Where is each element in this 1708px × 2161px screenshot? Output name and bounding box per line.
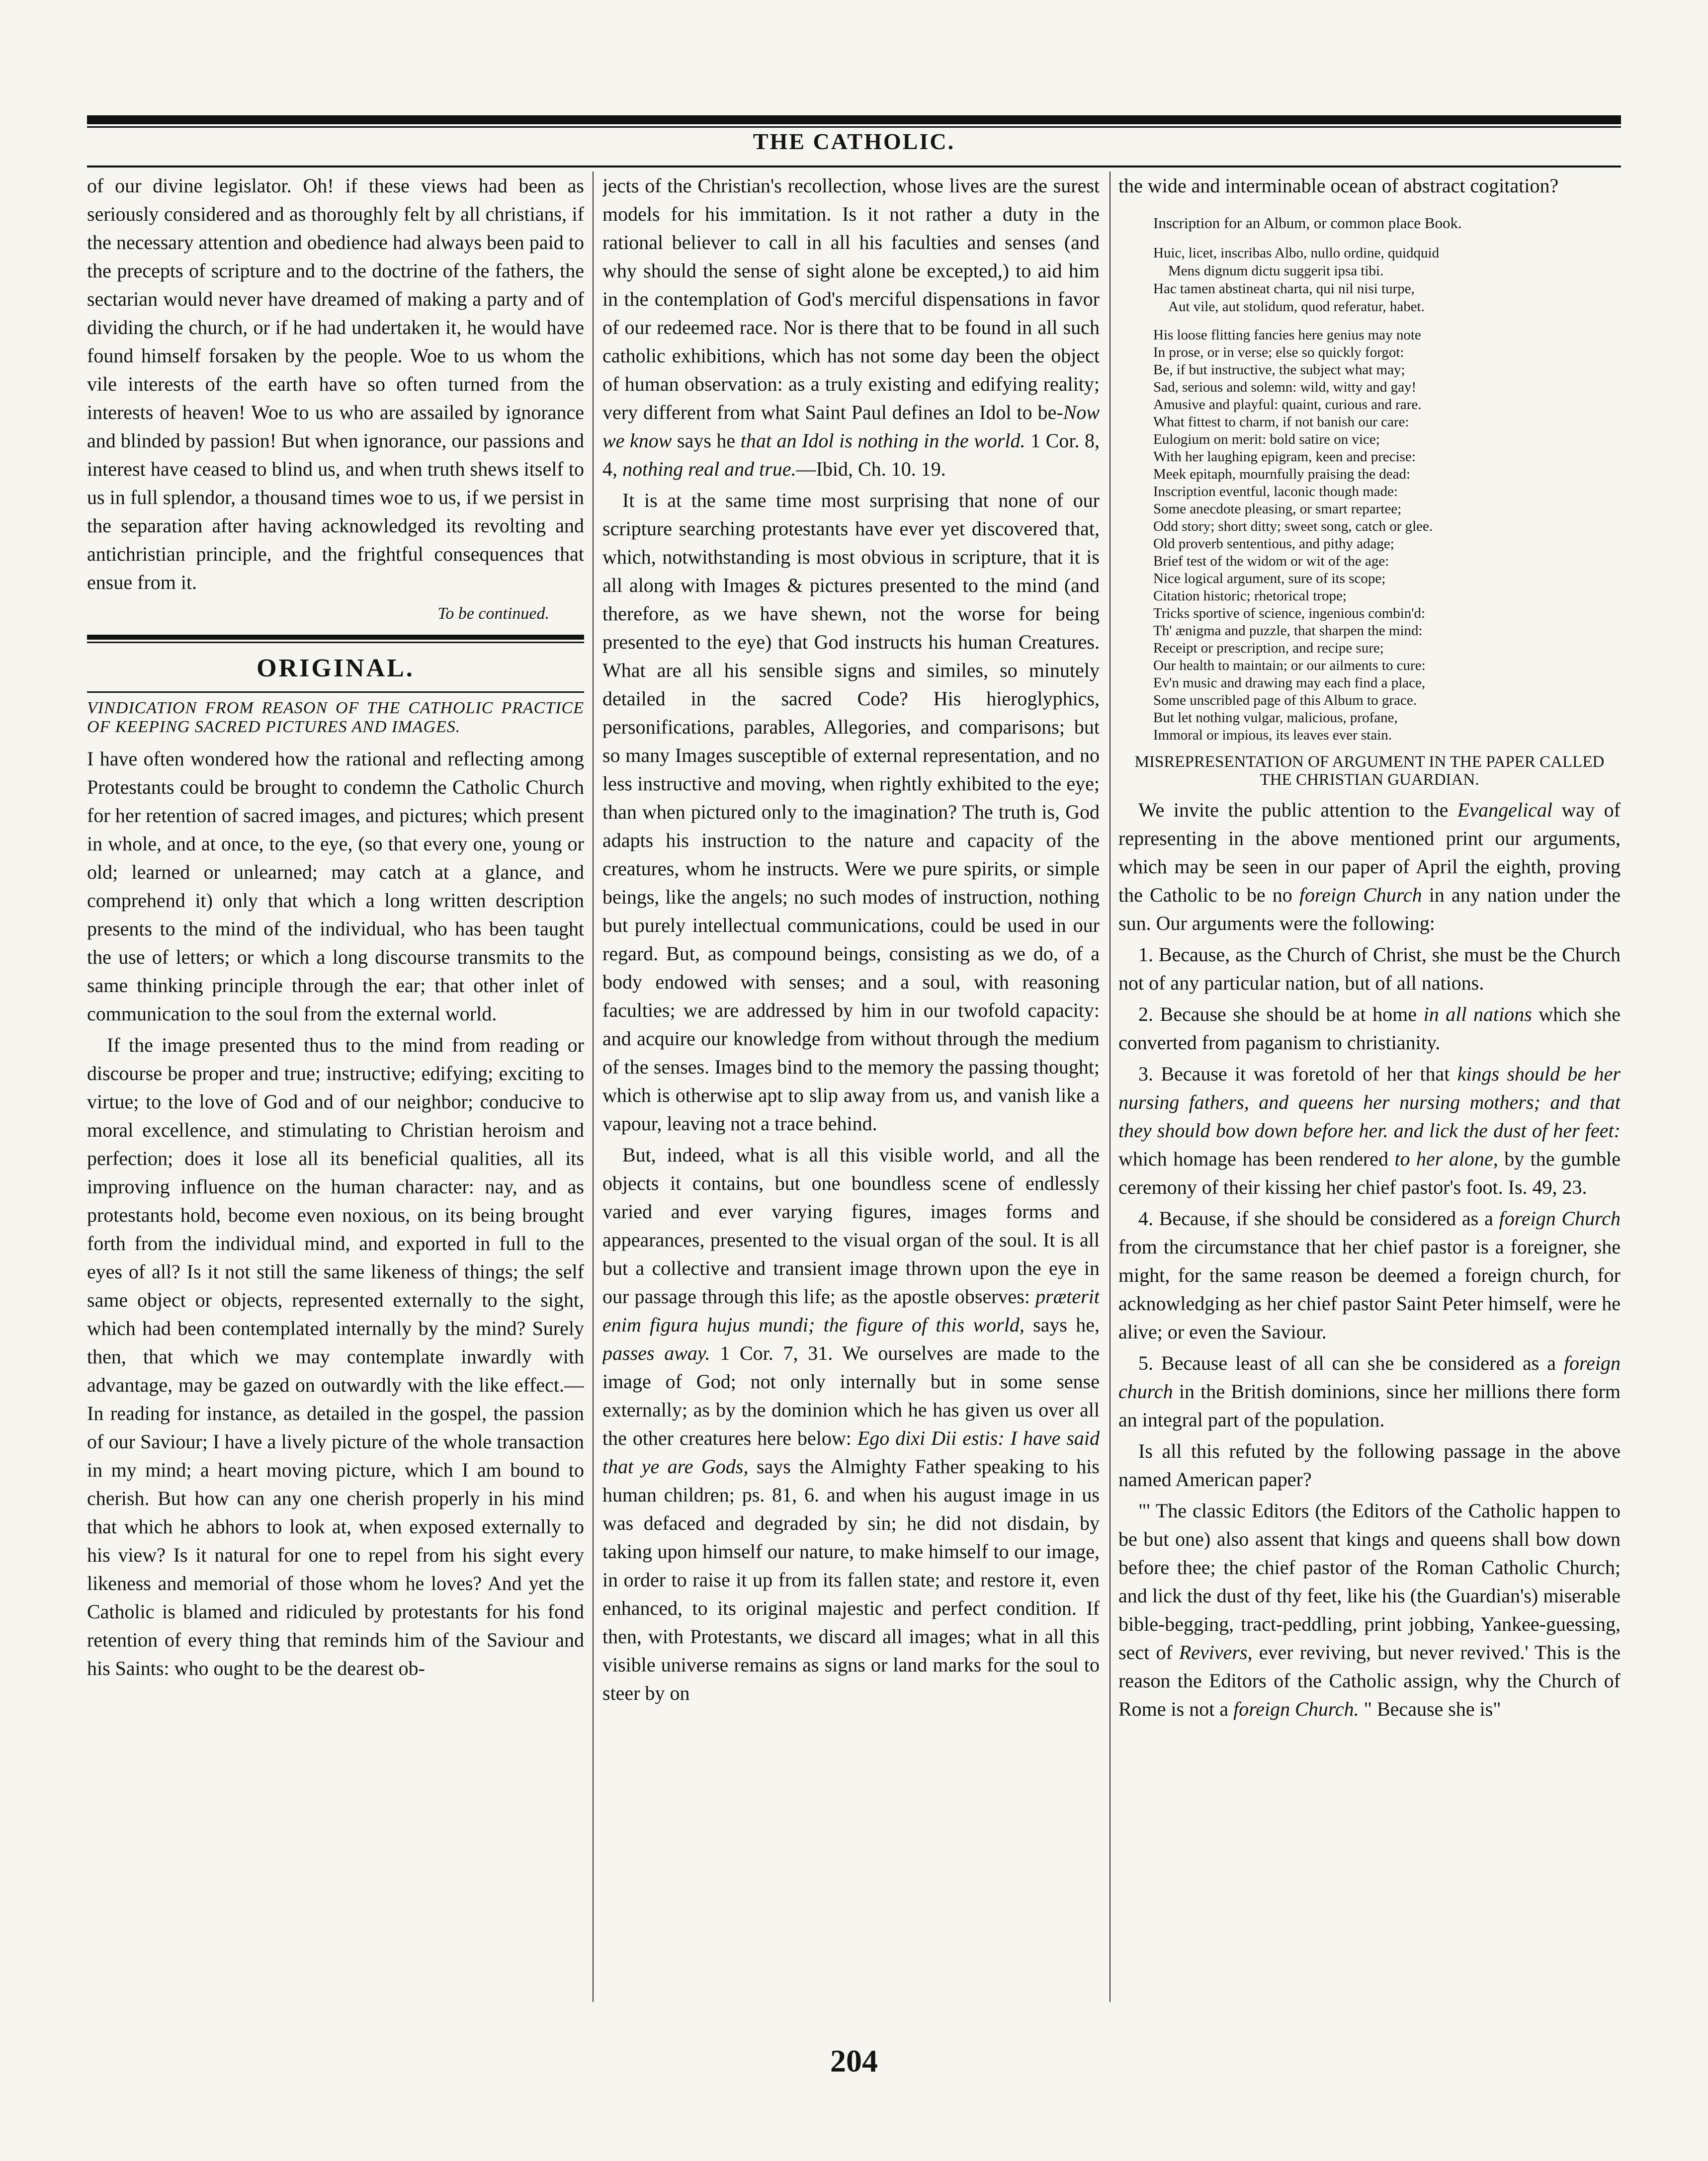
verse-line: Ev'n music and drawing may each find a place, <box>1153 675 1426 691</box>
article-paragraph <box>602 171 1100 483</box>
verse-line: Some unscribled page of this Album to grace. <box>1153 692 1417 708</box>
verse-line: But let nothing vulgar, malicious, profane, <box>1153 710 1398 726</box>
verse-line: His loose flitting fancies here genius may note <box>1153 327 1421 343</box>
verse-line: Our health to maintain; or our ailments to cure: <box>1153 658 1426 673</box>
section-rule <box>87 635 584 643</box>
section-underline <box>87 691 584 693</box>
verse-line: Sad, serious and solemn: wild, witty and gay! <box>1153 379 1417 395</box>
argument-2 <box>1118 1000 1621 1057</box>
column-1 <box>87 171 584 2002</box>
text-run: We invite the public attention to the <box>1138 799 1457 821</box>
verse-line: Huic, licet, inscribas Albo, nullo ordine, quidquid <box>1153 245 1440 261</box>
italic-run: in all nations <box>1423 1003 1532 1025</box>
verse-line: In prose, or in verse; else so quickly forgot: <box>1153 344 1404 360</box>
text-run: says he, <box>1024 1314 1100 1336</box>
verse-line: Mens dignum dictu suggerit ipsa tibi. <box>1168 263 1384 279</box>
text-run: 1 Cor. 7, 31. We ourselves are made to the image of God; not only internally but in some sense externally; as by the dominion which he has given us over all the other creatures here below: <box>602 1342 1100 1449</box>
argument-4 <box>1118 1204 1621 1346</box>
italic-run: Evangelical <box>1457 799 1552 821</box>
italic-run: foreign church <box>1118 1352 1621 1403</box>
verse-line: Odd story; short ditty; sweet song, catch or glee. <box>1153 518 1433 534</box>
italic-run: præterit enim figura hujus mundi; the figure of this world, <box>602 1285 1100 1336</box>
text-run: " Because she is" <box>1359 1698 1501 1720</box>
verse-line: Aut vile, aut stolidum, quod referatur, habet. <box>1168 299 1425 315</box>
italic-run: Revivers <box>1179 1641 1248 1663</box>
verse-line: Old proverb sententious, and pithy adage; <box>1153 536 1394 552</box>
masthead-rule <box>87 166 1621 167</box>
text-run: in any nation under the sun. Our arguments were the following: <box>1118 884 1621 934</box>
text-run: But, indeed, what is all this visible world, and all the objects it contains, but one boundless scene of endlessly varied and ever varying figures, images forms and appearances, presented to the visual organ of the soul. It is all but a collective and transient image thrown upon the eye in our passage through this life; as the apostle observes: <box>602 1144 1100 1308</box>
column-3 <box>1118 171 1621 2002</box>
top-rule-thick <box>87 115 1621 124</box>
text-run: 4. Because, if she should be considered as a <box>1138 1207 1499 1230</box>
article-paragraph: If the image presented thus to the mind from reading or discourse be proper and true; instructive; edifying; exciting to virtue; to the love of God and of our neighbor; conducive to moral excellence, and stimulating to Christian heroism and perfection; does it lose all its beneficial qualities, all its improving influence on the human character: nay, and as protestants hold, become even noxious, on its being brought forth from the individual mind, and exported in full to the eyes of all? Is it not still the same likeness of things; the self same object or objects, represented externally to the sight, which had been contemplated internally by the mind? Surely then, that which we may contemplate inwardly with advantage, may be gazed on outwardly with the like effect.—In reading for instance, as detailed in the gospel, the passion of our Saviour; I have a lively picture of the whole transaction in my mind; a heart moving picture, which I am bound to cherish. But how can any one cherish properly in his mind that which he abhors to look at, when exposed externally to his view? Is it natural for one to repel from his sight every likeness and memorial of those whom he loves? And yet the Catholic is blamed and ridiculed by protestants for his fond retention of every thing that reminds him of the Saviour and his Saints: who ought to be the dearest ob- <box>87 1034 584 1679</box>
italic-run: Now we know <box>602 401 1100 452</box>
opening-paragraph: of our divine legislator. Oh! if these views had been as seriously considered and as thoroughly felt by all christians, if the necessary attention and obedience had always been paid to the precepts of scripture and to the doctrine of the fathers, the sectarian would never have dreamed of making a party and of dividing the church, or if he had undertaken it, he would have found himself forsaken by the people. Woe to us whom the vile interests of the earth have so often turned from the interests of heaven! Woe to us who are assailed by ignorance and blinded by passion! But when ignorance, our passions and interest have ceased to blind us, and when truth shews itself to us in full splendor, a thousand times woe to us, if we persist in the separation after having acknowledged its revolting and antichristian principle, and the frightful consequences that ensue from it. <box>87 174 584 593</box>
verse-line: Th' ænigma and puzzle, that sharpen the mind: <box>1153 623 1423 639</box>
latin-verse <box>1153 244 1621 316</box>
text-run: way of representing in the above mentioned print our arguments, which may be seen in our paper of April the eighth, proving the Catholic to be no <box>1118 799 1621 906</box>
italic-run: Ego dixi Dii estis: I have said that ye are Gods, <box>602 1427 1100 1478</box>
text-run: 2. Because she should be at home <box>1138 1003 1424 1025</box>
text-run: , ever reviving, but never revived.' This is the reason the Editors of the Catholic assign, why the Church of Rome is not a <box>1118 1641 1621 1720</box>
verse-line: Meek epitaph, mournfully praising the dead: <box>1153 466 1411 482</box>
article-title: VINDICATION FROM REASON OF THE CATHOLIC PRACTICE OF KEEPING SACRED PICTURES AND IMAGES. <box>87 699 584 736</box>
text-run: says the Almighty Father speaking to his human children; ps. 81, 6. and when his august image in us was defaced and degraded by sin; he did not disdain, by taking upon himself our nature, to make himself to our image, in order to raise it up from its fallen state; and restore it, even enhanced, to its original majestic and perfect condition. If then, with Protestants, we discard all images; what in all this visible universe remains as signs or land marks for the soul to steer by on <box>602 1455 1100 1704</box>
text-run: says he <box>672 429 741 452</box>
inscription-title: Inscription for an Album, or common place Book. <box>1153 214 1462 232</box>
article-paragraph: the wide and interminable ocean of abstract cogitation? <box>1118 174 1559 197</box>
article-paragraph <box>1118 796 1621 937</box>
verse-line: Eulogium on merit: bold satire on vice; <box>1153 431 1380 447</box>
italic-run: foreign Church <box>1499 1207 1621 1230</box>
verse-line: What fittest to charm, if not banish our care: <box>1153 414 1409 430</box>
argument-3 <box>1118 1060 1621 1201</box>
verse-line: Nice logical argument, sure of its scope; <box>1153 571 1386 586</box>
column-2 <box>602 171 1100 2002</box>
italic-run: passes away. <box>602 1342 710 1364</box>
text-run: which homage has been rendered <box>1118 1148 1395 1170</box>
top-rule-thin <box>87 126 1621 128</box>
verse-line: Amusive and playful: quaint, curious and rare. <box>1153 397 1422 413</box>
verse-line: Some anecdote pleasing, or smart repartee; <box>1153 501 1402 517</box>
english-verse <box>1153 327 1621 744</box>
text-run: in the British dominions, since her millions there form an integral part of the population. <box>1118 1380 1621 1431</box>
masthead: THE CATHOLIC. <box>753 129 955 154</box>
verse-line: Immoral or impious, its leaves ever stain. <box>1153 727 1392 743</box>
verse-line: Brief test of the widom or wit of the age: <box>1153 553 1389 569</box>
italic-run: foreign Church <box>1299 884 1422 906</box>
article-paragraph: Is all this refuted by the following passage in the above named American paper? <box>1118 1440 1621 1491</box>
text-run: "' The classic Editors (the Editors of the Catholic happen to be but one) also assent that kings and queens shall bow down before thee; the chief pastor of the Roman Catholic Church; and lick the dust of thy feet, like his (the Guardian's) miserable bible-begging, tract-peddling, print jobbing, Yankee-guessing, sect of <box>1118 1499 1621 1663</box>
to-be-continued: To be continued. <box>437 604 549 623</box>
verse-line: Inscription eventful, laconic though made: <box>1153 484 1398 499</box>
verse-line: Hac tamen abstineat charta, qui nil nisi turpe, <box>1153 281 1415 297</box>
italic-run: that an Idol is nothing in the world. <box>740 429 1025 452</box>
text-run: —Ibid, Ch. 10. 19. <box>796 458 946 480</box>
column-divider-1 <box>593 171 594 2002</box>
text-run: 5. Because least of all can she be considered as a <box>1138 1352 1564 1374</box>
text-run: which she converted from paganism to christianity. <box>1118 1003 1621 1054</box>
text-run: by the gumble ceremony of their kissing her chief pastor's foot. Is. 49, 23. <box>1118 1148 1621 1198</box>
text-run: from the circumstance that her chief pastor is a foreigner, she might, for the same reason be deemed a foreign church, for acknowledging as her chief pastor Saint Peter himself, were he alive; or even the Saviour. <box>1118 1236 1621 1343</box>
italic-run: to her alone, <box>1394 1148 1498 1170</box>
verse-line: Be, if but instructive, the subject what may; <box>1153 362 1405 378</box>
article-heading: MISREPRESENTATION OF ARGUMENT IN THE PAPER CALLED THE CHRISTIAN GUARDIAN. <box>1134 753 1605 789</box>
verse-line: Tricks sportive of science, ingenious combin'd: <box>1153 605 1426 621</box>
verse-line: Receipt or prescription, and recipe sure; <box>1153 640 1384 656</box>
italic-run: kings should be her nursing fathers, and queens her nursing mothers; and that they should bow down before her. and lick the dust of her feet: <box>1118 1063 1621 1142</box>
text-run: jects of the Christian's recollection, whose lives are the surest models for his immitation. Is it not rather a duty in the rational believer to call in all his faculties and senses (and why should the sense of sight alone be excepted,) to aid him in the contemplation of God's merciful dispensations in favor of our redeemed race. Nor is there that to be found in all such catholic exhibitions, which has not some day been the object of human observation: as a truly existing and edifying reality; very different from what Saint Paul defines an Idol to be- <box>602 174 1100 423</box>
verse-line: Citation historic; rhetorical trope; <box>1153 588 1347 604</box>
text-run: 3. Because it was foretold of her that <box>1138 1063 1457 1085</box>
article-paragraph <box>602 1141 1100 1707</box>
article-paragraph <box>1118 1496 1621 1723</box>
verse-line: With her laughing epigram, keen and precise: <box>1153 449 1416 465</box>
section-heading-original: ORIGINAL. <box>256 654 415 682</box>
argument-5 <box>1118 1349 1621 1434</box>
article-paragraph: It is at the same time most surprising that none of our scripture searching protestants have ever yet discovered that, which, notwithstanding is most obvious in scripture, that it is all along with Images & pictures presented to the mind (and therefore, as we have shewn, not the worse for being presented to the eye) that God instructs his human Creatures. What are all his sensible signs and similes, so minutely detailed in the sacred Code? His hieroglyphics, personifications, parables, Allegories, and comparisons; but so many Images susceptible of external representation, and no less instructive and moving, when rightly exhibited to the eye; than when pictured only to the imagination? The truth is, God adapts his instruction to the nature and capacity of the creatures, whom he instructs. Were we pure spirits, or simple beings, like the angels; no such modes of instruction, nothing but purely intellectual communications, could be used in our regard. But, as compound beings, consisting as we do, of a body endowed with senses; and a soul, with reasoning faculties; we are addressed by him in our twofold capacity: and acquire our knowledge from without through the medium of the senses. Images bind to the memory the passing thought; which is otherwise apt to slip away from us, and vanish like a vapour, leaving not a trace behind. <box>602 489 1100 1135</box>
argument-1: 1. Because, as the Church of Christ, she must be the Church not of any particular nation, but of all nations. <box>1118 943 1621 994</box>
page-number: 204 <box>830 2043 878 2078</box>
italic-run: foreign Church. <box>1233 1698 1359 1720</box>
italic-run: nothing real and true. <box>622 458 796 480</box>
text-run: 1 Cor. 8, 4, <box>602 429 1100 480</box>
article-paragraph: I have often wondered how the rational and reflecting among Protestants could be brought to condemn the Catholic Church for her retention of sacred images, and pictures; which present in whole, and at once, to the eye, (so that every one, young or old; learned or unlearned; may catch at a glance, and comprehend it) only that which a long written description presents to the mind of the individual, who has been taught the use of letters; or which a long discourse transmits to the same thinking principle through the ear; that other inlet of communication to the soul from the external world. <box>87 748 584 1025</box>
